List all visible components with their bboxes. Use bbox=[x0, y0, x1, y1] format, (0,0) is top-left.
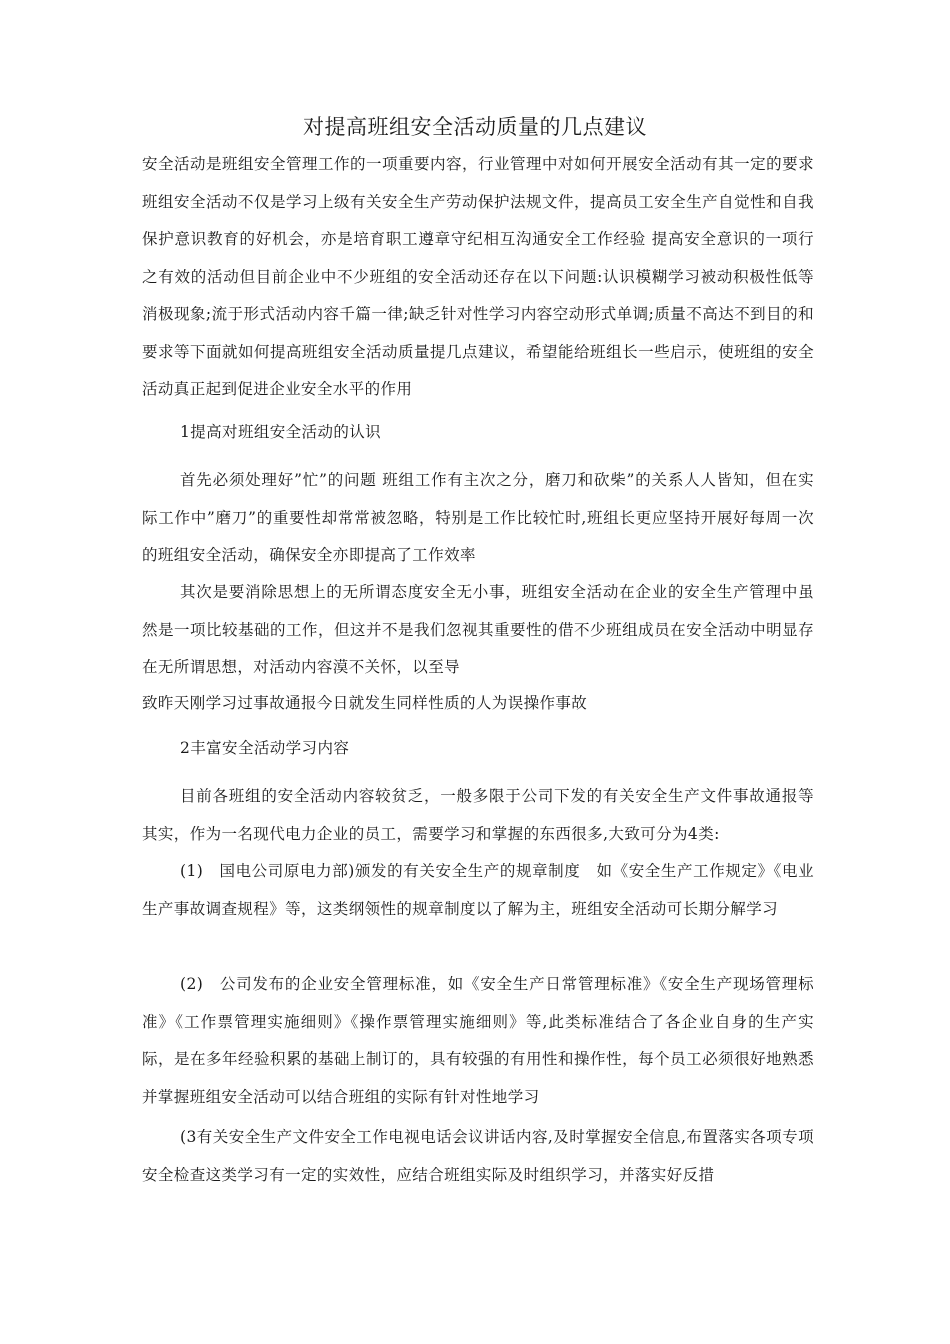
section-1-paragraph-2-continued: 致昨天刚学习过事故通报今日就发生同样性质的人为误操作事故 bbox=[142, 694, 588, 712]
section-1-paragraph-1: 首先必须处理好”忙”的问题 班组工作有主次之分，磨刀和砍柴”的关系人人皆知，但在实际工作中”磨刀”的重要性却常常被忽略，特别是工作比较忙时,班组长更应坚持开展好每周一次的班组安全活动，确保安全亦即提高了工作效率 bbox=[142, 471, 814, 564]
section-2-heading: 2丰富安全活动学习内容 bbox=[180, 739, 350, 757]
section-1-paragraph-2: 其次是要消除思想上的无所谓态度安全无小事，班组安全活动在企业的安全生产管理中虽然是一项比较基础的工作，但这并不是我们忽视其重要性的借不少班组成员在安全活动中明显存在无所谓思想，对活动内容漠不关怀，以至导 bbox=[142, 583, 814, 676]
document-title: 对提高班组安全活动质量的几点建议 bbox=[303, 115, 647, 139]
list-item-2: (2) 公司发布的企业安全管理标准，如《安全生产日常管理标准》《安全生产现场管理标准》《工作票管理实施细则》《操作票管理实施细则》等,此类标准结合了各企业自身的生产实际，是在多年经验积累的基础上制订的，具有较强的有用性和操作性，每个员工必须很好地熟悉并掌握班组安全活动可以结合班组的实际有针对性地学习 bbox=[142, 975, 814, 1106]
section-1-heading: 1提高对班组安全活动的认识 bbox=[180, 423, 382, 441]
list-item-3: (3有关安全生产文件安全工作电视电话会议讲话内容,及时掌握安全信息,布置落实各项专项安全检查这类学习有一定的实效性，应结合班组实际及时组织学习，并落实好反措 bbox=[142, 1128, 814, 1184]
section-2-paragraph-1: 目前各班组的安全活动内容较贫乏，一般多限于公司下发的有关安全生产文件事故通报等其实，作为一名现代电力企业的员工，需要学习和掌握的东西很多,大致可分为4类: bbox=[142, 787, 814, 843]
list-item-1: (1) 国电公司原电力部)颁发的有关安全生产的规章制度 如《安全生产工作规定》《电业生产事故调查规程》等，这类纲领性的规章制度以了解为主，班组安全活动可长期分解学习 bbox=[142, 862, 814, 918]
intro-paragraph: 安全活动是班组安全管理工作的一项重要内容，行业管理中对如何开展安全活动有其一定的要求班组安全活动不仅是学习上级有关安全生产劳动保护法规文件，提高员工安全生产自觉性和自我保护意识教育的好机会，亦是培育职工遵章守纪相互沟通安全工作经验 提高安全意识的一项行之有效的活动但目前企业中不少班组的安全活动还存在以下问题:认识模糊学习被动积极性低等消极现象;流于形式活动内容千篇一律;缺乏针对性学习内容空动形式单调;质量不高达不到目的和要求等下面就如何提高班组安全活动质量提几点建议，希望能给班组长一些启示，使班组的安全活动真正起到促进企业安全水平的作用 bbox=[142, 155, 814, 398]
